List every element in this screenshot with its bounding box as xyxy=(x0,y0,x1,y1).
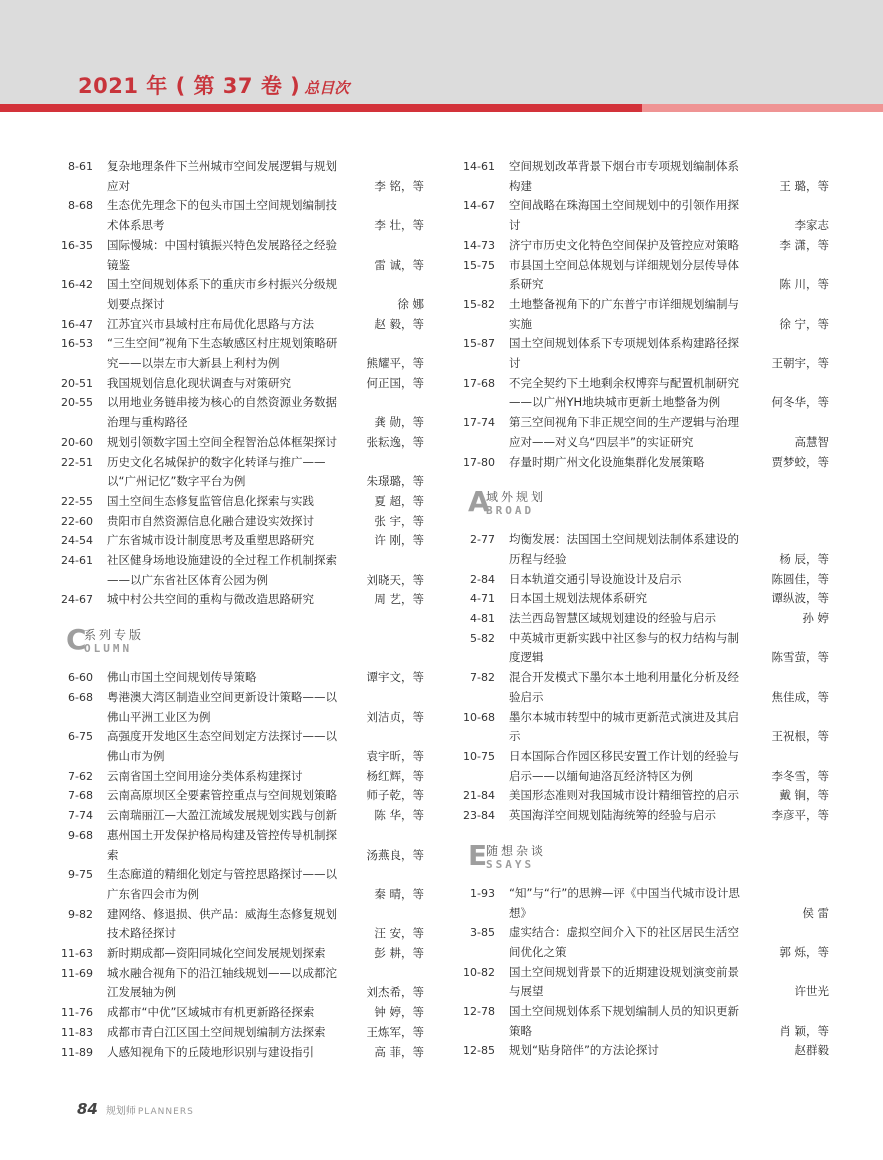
entry-code: 20-60 xyxy=(61,435,93,449)
entry-title: 虚实结合：虚拟空间介入下的社区居民生活空间优化之策 xyxy=(509,925,739,959)
entry-title: 生态优先理念下的包头市国土空间规划编制技术体系思考 xyxy=(107,198,337,233)
entry-author: 高慧智 xyxy=(794,434,829,449)
entry-body xyxy=(107,786,424,806)
entry-group-right-top xyxy=(460,157,829,472)
entry-title: 存量时期广州文化设施集群化发展策略 xyxy=(509,454,705,469)
entry-body xyxy=(509,884,829,923)
entry-body xyxy=(107,551,424,590)
title-contents: 总目次 xyxy=(304,79,350,97)
entry-author: 汤燕良，等 xyxy=(366,847,424,862)
abroad-letter: A xyxy=(468,485,490,519)
essays-label: 随想杂谈 xyxy=(486,843,547,858)
entry-title: 土地整备视角下的广东普宁市详细规划编制与实施 xyxy=(509,296,739,331)
entry-code: 17-80 xyxy=(463,455,495,469)
entry-author: 贾梦蛟，等 xyxy=(771,454,829,469)
entry-title: 空间战略在珠海国土空间规划中的引领作用探讨 xyxy=(509,198,739,233)
entry-code: 15-87 xyxy=(463,337,495,351)
entry-code: 7-74 xyxy=(68,809,93,823)
entry-title: 云南省国土空间用途分类体系构建探讨 xyxy=(107,768,303,783)
entry-code: 17-74 xyxy=(463,416,495,430)
entry-body xyxy=(107,236,424,275)
entry-author: 刘杰希，等 xyxy=(366,985,424,1000)
entry-author: 秦 晴，等 xyxy=(374,886,424,901)
toc-entry xyxy=(460,236,829,256)
right-column xyxy=(460,157,829,1061)
entry-body xyxy=(509,530,829,569)
entry-title: 规划引领数字国土空间全程智治总体框架探讨 xyxy=(107,434,337,449)
entry-code: 10-82 xyxy=(463,965,495,979)
accent-bar-pink xyxy=(642,104,883,112)
entry-body xyxy=(509,629,829,668)
entry-title: 江苏宜兴市县域村庄布局优化思路与方法 xyxy=(107,316,314,331)
entry-author: 龚 勋，等 xyxy=(374,415,424,430)
entry-author: 钟 婷，等 xyxy=(374,1005,424,1020)
entry-author: 陈 川，等 xyxy=(779,277,829,292)
entry-title: 云南瑞丽江—大盈江流域发展规划实践与创新 xyxy=(107,808,337,823)
entry-code: 22-60 xyxy=(61,514,93,528)
entry-author: 杨 辰，等 xyxy=(779,551,829,566)
entry-title: 以用地业务链串接为核心的自然资源业务数据治理与重构路径 xyxy=(107,395,337,430)
toc-entry xyxy=(58,374,424,394)
entry-author: 张耘逸，等 xyxy=(366,434,424,449)
entry-code: 5-82 xyxy=(470,631,495,645)
entry-code: 24-67 xyxy=(61,593,93,607)
entry-body xyxy=(107,196,424,235)
entry-title: 城中村公共空间的重构与微改造思路研究 xyxy=(107,592,314,607)
entry-title: 城水融合视角下的沿江轴线规划——以成都沱江发展轴为例 xyxy=(107,965,337,1000)
entry-code: 7-82 xyxy=(470,671,495,685)
entry-body xyxy=(509,295,829,334)
entry-author: 朱璟璐，等 xyxy=(366,474,424,489)
toc-entry xyxy=(460,786,829,806)
toc-entry xyxy=(58,668,424,688)
entry-code: 4-71 xyxy=(470,592,495,606)
entry-author: 师子乾，等 xyxy=(366,788,424,803)
entry-body xyxy=(107,157,424,196)
toc-entry xyxy=(460,668,829,707)
entry-author: 李冬雪，等 xyxy=(771,768,829,783)
toc-entry xyxy=(460,570,829,590)
entry-author: 王祝根，等 xyxy=(771,729,829,744)
toc-entry xyxy=(58,944,424,964)
entry-title: 国际慢城：中国村镇振兴特色发展路径之经验镜鉴 xyxy=(107,237,337,272)
entry-title: 国土空间规划体系下规划编制人员的知识更新策略 xyxy=(509,1004,739,1038)
entry-body xyxy=(107,590,424,610)
entry-title: 高强度开发地区生态空间划定方法探讨——以佛山市为例 xyxy=(107,729,337,763)
toc-entry xyxy=(460,334,829,373)
entry-author: 李彦平，等 xyxy=(771,808,829,823)
abroad-section-logo xyxy=(468,485,564,519)
entry-group-left-top xyxy=(58,157,424,610)
entry-code: 12-85 xyxy=(463,1044,495,1058)
entry-author: 谭宇文，等 xyxy=(366,670,424,685)
toc-entry xyxy=(58,236,424,275)
entry-body xyxy=(509,923,829,962)
entry-code: 21-84 xyxy=(463,789,495,803)
entry-title: 不完全契约下土地剩余权博弈与配置机制研究——以广州YH地块城市更新土地整备为例 xyxy=(509,375,739,410)
toc-entry xyxy=(460,963,829,1002)
toc-entry xyxy=(460,923,829,962)
entry-code: 8-61 xyxy=(68,160,93,173)
entry-body xyxy=(107,905,424,944)
entry-code: 11-63 xyxy=(61,947,93,961)
entry-author: 王朝宇，等 xyxy=(771,356,829,371)
entry-author: 赵 毅，等 xyxy=(374,316,424,331)
entry-title: 法兰西岛智慧区域规划建设的经验与启示 xyxy=(509,611,716,626)
toc-entry xyxy=(58,1003,424,1023)
essays-label-en: SSAYS xyxy=(486,857,535,871)
entry-title: 日本国际合作园区移民安置工作计划的经验与启示——以缅甸迪洛瓦经济特区为例 xyxy=(509,748,739,783)
section-essays xyxy=(460,826,829,884)
entry-code: 22-55 xyxy=(61,494,93,508)
entry-body xyxy=(107,334,424,373)
entry-author: 彭 耕，等 xyxy=(374,946,424,961)
entry-author: 周 艺，等 xyxy=(374,592,424,607)
entry-title: 济宁市历史文化特色空间保护及管控应对策略 xyxy=(509,237,739,252)
entry-author: 杨红辉，等 xyxy=(366,768,424,783)
column-letter: C xyxy=(66,623,87,657)
entry-code: 8-68 xyxy=(68,199,93,213)
entry-author: 赵群毅 xyxy=(794,1043,829,1058)
page-title xyxy=(78,70,349,100)
entry-code: 10-75 xyxy=(463,749,495,763)
entry-body xyxy=(509,157,829,196)
toc-entry xyxy=(460,256,829,295)
entry-title: 成都市青白江区国土空间规划编制方法探索 xyxy=(107,1024,326,1039)
entry-code: 11-83 xyxy=(61,1025,93,1039)
entry-body xyxy=(509,1041,829,1061)
entry-code: 15-82 xyxy=(463,297,495,311)
entry-body xyxy=(509,668,829,707)
entry-code: 11-69 xyxy=(61,966,93,980)
entry-body xyxy=(509,1002,829,1041)
entry-body xyxy=(107,806,424,826)
entry-author: 熊耀平，等 xyxy=(366,356,424,371)
toc-entry xyxy=(58,826,424,865)
entry-author: 袁宇昕，等 xyxy=(366,748,424,763)
toc-entry xyxy=(58,1043,424,1063)
entry-title: 混合开发模式下墨尔本土地利用量化分析及经验启示 xyxy=(509,670,739,704)
entry-code: 6-75 xyxy=(68,730,93,744)
entry-title: 建网络、修退损、供产品：威海生态修复规划技术路径探讨 xyxy=(107,906,337,941)
toc-entry xyxy=(58,453,424,492)
left-column xyxy=(58,157,424,1062)
accent-bar-red xyxy=(0,104,642,112)
entry-author: 高 菲，等 xyxy=(374,1044,424,1059)
entry-code: 1-93 xyxy=(470,886,495,900)
entry-title: 云南高原坝区全要素管控重点与空间规划策略 xyxy=(107,788,337,803)
entry-title: 新时期成都—资阳同城化空间发展规划探索 xyxy=(107,946,326,961)
toc-entry xyxy=(58,865,424,904)
entry-title: 复杂地理条件下兰州城市空间发展逻辑与规划应对 xyxy=(107,159,337,193)
toc-entry xyxy=(460,1002,829,1041)
entry-body xyxy=(107,668,424,688)
toc-entry xyxy=(460,374,829,413)
entry-title: 社区健身场地设施建设的全过程工作机制探索——以广东省社区体育公园为例 xyxy=(107,553,337,587)
entry-body xyxy=(107,433,424,453)
entry-author: 谭纵波，等 xyxy=(771,591,829,606)
entry-author: 徐 宁，等 xyxy=(779,316,829,331)
toc-entry xyxy=(58,157,424,196)
toc-entry xyxy=(58,393,424,432)
toc-entry xyxy=(58,964,424,1003)
entry-body xyxy=(107,1003,424,1023)
entry-body xyxy=(107,944,424,964)
column-label-en: OLUMN xyxy=(84,642,133,656)
entry-title: 第三空间视角下非正规空间的生产逻辑与治理应对——对义乌“四层半”的实证研究 xyxy=(509,415,739,449)
entry-code: 11-89 xyxy=(61,1045,93,1059)
entry-code: 20-51 xyxy=(61,376,93,390)
toc-entry xyxy=(460,196,829,235)
entry-title: “三生空间”视角下生态敏感区村庄规划策略研究——以崇左市大新县上利村为例 xyxy=(107,336,338,371)
entry-code: 17-68 xyxy=(463,376,495,390)
abroad-label-en: BROAD xyxy=(486,504,535,518)
toc-entry xyxy=(460,589,829,609)
entry-code: 6-68 xyxy=(68,690,93,704)
entry-code: 2-84 xyxy=(470,572,495,586)
toc-entry xyxy=(58,433,424,453)
toc-entry xyxy=(58,590,424,610)
entry-group-right-middle xyxy=(460,530,829,826)
entry-author: 陈雪萤，等 xyxy=(771,650,829,665)
entry-code: 9-68 xyxy=(68,828,93,842)
toc-entry xyxy=(460,295,829,334)
entry-code: 24-54 xyxy=(61,534,93,548)
toc-entry xyxy=(460,708,829,747)
entry-author: 焦佳成，等 xyxy=(771,689,829,704)
entry-author: 何正国，等 xyxy=(366,375,424,390)
entry-author: 汪 安，等 xyxy=(374,926,424,941)
entry-code: 12-78 xyxy=(463,1005,495,1019)
entry-author: 刘洁贞，等 xyxy=(366,709,424,724)
essays-section-logo xyxy=(468,838,564,873)
entry-body xyxy=(509,570,829,590)
entry-code: 3-85 xyxy=(470,926,495,940)
entry-code: 9-75 xyxy=(68,868,93,882)
toc-entry xyxy=(460,747,829,786)
entry-body xyxy=(107,512,424,532)
entry-body xyxy=(509,196,829,235)
entry-title: 墨尔本城市转型中的城市更新范式演进及其启示 xyxy=(509,709,739,744)
toc-entry xyxy=(460,530,829,569)
entry-body xyxy=(107,393,424,432)
entry-title: 生态廊道的精细化划定与管控思路探讨——以广东省四会市为例 xyxy=(107,867,337,901)
entry-title: 历史文化名城保护的数字化转译与推广——以“广州记忆”数字平台为例 xyxy=(107,454,326,489)
entry-title: 国土空间规划背景下的近期建设规划演变前景与展望 xyxy=(509,964,739,999)
entry-code: 14-67 xyxy=(463,199,495,213)
entry-code: 9-82 xyxy=(68,907,93,921)
toc-entry xyxy=(58,727,424,766)
entry-code: 2-77 xyxy=(470,533,495,547)
section-column xyxy=(58,610,424,668)
entry-author: 何冬华，等 xyxy=(771,395,829,410)
toc-entry xyxy=(58,315,424,335)
entry-group-right-bottom xyxy=(460,884,829,1061)
toc-entry xyxy=(58,688,424,727)
entry-title: 贵阳市自然资源信息化融合建设实效探讨 xyxy=(107,513,314,528)
entry-code: 7-68 xyxy=(68,789,93,803)
entry-title: “知”与“行”的思辨—评《中国当代城市设计思想》 xyxy=(509,885,740,920)
entry-body xyxy=(509,256,829,295)
entry-code: 6-60 xyxy=(68,671,93,685)
toc-entry xyxy=(58,196,424,235)
entry-code: 24-61 xyxy=(61,554,93,568)
toc-entry xyxy=(460,884,829,923)
toc-entry xyxy=(58,512,424,532)
entry-title: 国土空间规划体系下的重庆市乡村振兴分级规划要点探讨 xyxy=(107,277,337,311)
entry-body xyxy=(509,806,829,826)
entry-code: 10-68 xyxy=(463,710,495,724)
entry-author: 王炼军，等 xyxy=(366,1024,424,1039)
entry-body xyxy=(509,747,829,786)
entry-author: 许 刚，等 xyxy=(374,533,424,548)
entry-code: 16-53 xyxy=(61,337,93,351)
entry-author: 陈圆佳，等 xyxy=(771,571,829,586)
entry-body xyxy=(107,767,424,787)
entry-body xyxy=(107,374,424,394)
entry-author: 李 潇，等 xyxy=(779,237,829,252)
entry-code: 15-75 xyxy=(463,258,495,272)
entry-code: 16-42 xyxy=(61,278,93,292)
column-section-logo xyxy=(66,623,162,657)
entry-code: 20-55 xyxy=(61,396,93,410)
entry-body xyxy=(509,963,829,1002)
entry-body xyxy=(107,688,424,727)
entry-code: 23-84 xyxy=(463,809,495,823)
entry-code: 22-51 xyxy=(61,455,93,469)
toc-entry xyxy=(58,334,424,373)
toc-entry xyxy=(460,413,829,452)
entry-author: 徐 娜 xyxy=(397,296,424,311)
entry-body xyxy=(509,786,829,806)
entry-group-left-bottom xyxy=(58,668,424,1062)
entry-title: 国土空间生态修复监管信息化探索与实践 xyxy=(107,493,314,508)
toc-entry xyxy=(460,1041,829,1061)
entry-title: 规划“贴身陪伴”的方法论探讨 xyxy=(509,1043,659,1058)
entry-title: 我国规划信息化现状调查与对策研究 xyxy=(107,375,291,390)
entry-body xyxy=(107,492,424,512)
entry-code: 14-73 xyxy=(463,238,495,252)
entry-code: 16-47 xyxy=(61,317,93,331)
entry-body xyxy=(509,334,829,373)
toc-entry xyxy=(58,806,424,826)
entry-author: 许世光 xyxy=(794,984,829,999)
abroad-label: 域外规划 xyxy=(486,490,547,505)
entry-author: 郭 烁，等 xyxy=(779,944,829,959)
entry-code: 11-76 xyxy=(61,1006,93,1020)
entry-title: 人感知视角下的丘陵地形识别与建设指引 xyxy=(107,1044,314,1059)
entry-body xyxy=(107,275,424,314)
entry-author: 戴 锏，等 xyxy=(779,788,829,803)
entry-body xyxy=(509,453,829,473)
magazine-name: 规划师 xyxy=(105,1106,136,1117)
toc-entry xyxy=(460,453,829,473)
toc-entry xyxy=(58,1023,424,1043)
entry-body xyxy=(509,413,829,452)
toc-entry xyxy=(58,905,424,944)
entry-author: 李 铭，等 xyxy=(374,178,424,193)
entry-author: 张 宇，等 xyxy=(374,513,424,528)
entry-code: 7-62 xyxy=(68,769,93,783)
section-abroad xyxy=(460,472,829,530)
toc-entry xyxy=(460,157,829,196)
entry-body xyxy=(107,531,424,551)
column-label: 系列专版 xyxy=(84,628,145,643)
entry-title: 中英城市更新实践中社区参与的权力结构与制度逻辑 xyxy=(509,630,739,665)
entry-author: 孙 婷 xyxy=(802,611,829,626)
entry-code: 16-35 xyxy=(61,238,93,252)
entry-body xyxy=(509,589,829,609)
toc-entry xyxy=(460,629,829,668)
entry-body xyxy=(509,708,829,747)
entry-author: 肖 颖，等 xyxy=(779,1023,829,1038)
toc-entry xyxy=(460,806,829,826)
entry-author: 李 壮，等 xyxy=(374,218,424,233)
entry-title: 粤港澳大湾区制造业空间更新设计策略——以佛山平洲工业区为例 xyxy=(107,689,337,724)
entry-title: 英国海洋空间规划陆海统筹的经验与启示 xyxy=(509,808,716,823)
entry-author: 侯 雷 xyxy=(802,905,829,920)
footer xyxy=(77,1100,194,1118)
entry-title: 日本轨道交通引导设施设计及启示 xyxy=(509,571,682,586)
entry-title: 均衡发展：法国国土空间规划法制体系建设的历程与经验 xyxy=(509,532,739,566)
toc-entry xyxy=(460,609,829,629)
toc-entry xyxy=(58,767,424,787)
entry-body xyxy=(107,453,424,492)
entry-title: 市县国土空间总体规划与详细规划分层传导体系研究 xyxy=(509,257,739,292)
entry-author: 雷 诚，等 xyxy=(374,257,424,272)
page-number: 84 xyxy=(77,1100,98,1118)
entry-author: 陈 华，等 xyxy=(374,808,424,823)
entry-title: 日本国土规划法规体系研究 xyxy=(509,591,647,606)
entry-code: 4-81 xyxy=(470,612,495,626)
entry-title: 国土空间规划体系下专项规划体系构建路径探讨 xyxy=(509,336,739,371)
entry-title: 空间规划改革背景下烟台市专项规划编制体系构建 xyxy=(509,159,739,193)
toc-entry xyxy=(58,275,424,314)
entry-body xyxy=(107,315,424,335)
entry-body xyxy=(107,826,424,865)
entry-title: 佛山市国土空间规划传导策略 xyxy=(107,670,257,685)
toc-entry xyxy=(58,551,424,590)
entry-body xyxy=(107,727,424,766)
entry-body xyxy=(107,865,424,904)
entry-body xyxy=(509,374,829,413)
entry-body xyxy=(107,964,424,1003)
entry-title: 美国形态准则对我国城市设计精细管控的启示 xyxy=(509,788,739,803)
entry-title: 惠州国土开发保护格局构建及管控传导机制探索 xyxy=(107,827,337,862)
toc-entry xyxy=(58,531,424,551)
entry-title: 成都市“中优”区域城市有机更新路径探索 xyxy=(107,1005,315,1020)
toc-entry xyxy=(58,492,424,512)
entry-author: 夏 超，等 xyxy=(374,493,424,508)
magazine-name-en: PLANNERS xyxy=(137,1107,194,1117)
entry-author: 刘晓天，等 xyxy=(366,572,424,587)
essays-letter: E xyxy=(468,838,488,872)
entry-code: 14-61 xyxy=(463,160,495,173)
entry-author: 李家志 xyxy=(794,218,829,233)
title-year-volume: 2021 年 ( 第 37 卷 ) xyxy=(78,74,301,98)
entry-body xyxy=(509,609,829,629)
entry-body xyxy=(107,1023,424,1043)
entry-body xyxy=(509,236,829,256)
toc-entry xyxy=(58,786,424,806)
entry-title: 广东省城市设计制度思考及重塑思路研究 xyxy=(107,533,314,548)
entry-author: 王 璐，等 xyxy=(779,178,829,193)
entry-body xyxy=(107,1043,424,1063)
